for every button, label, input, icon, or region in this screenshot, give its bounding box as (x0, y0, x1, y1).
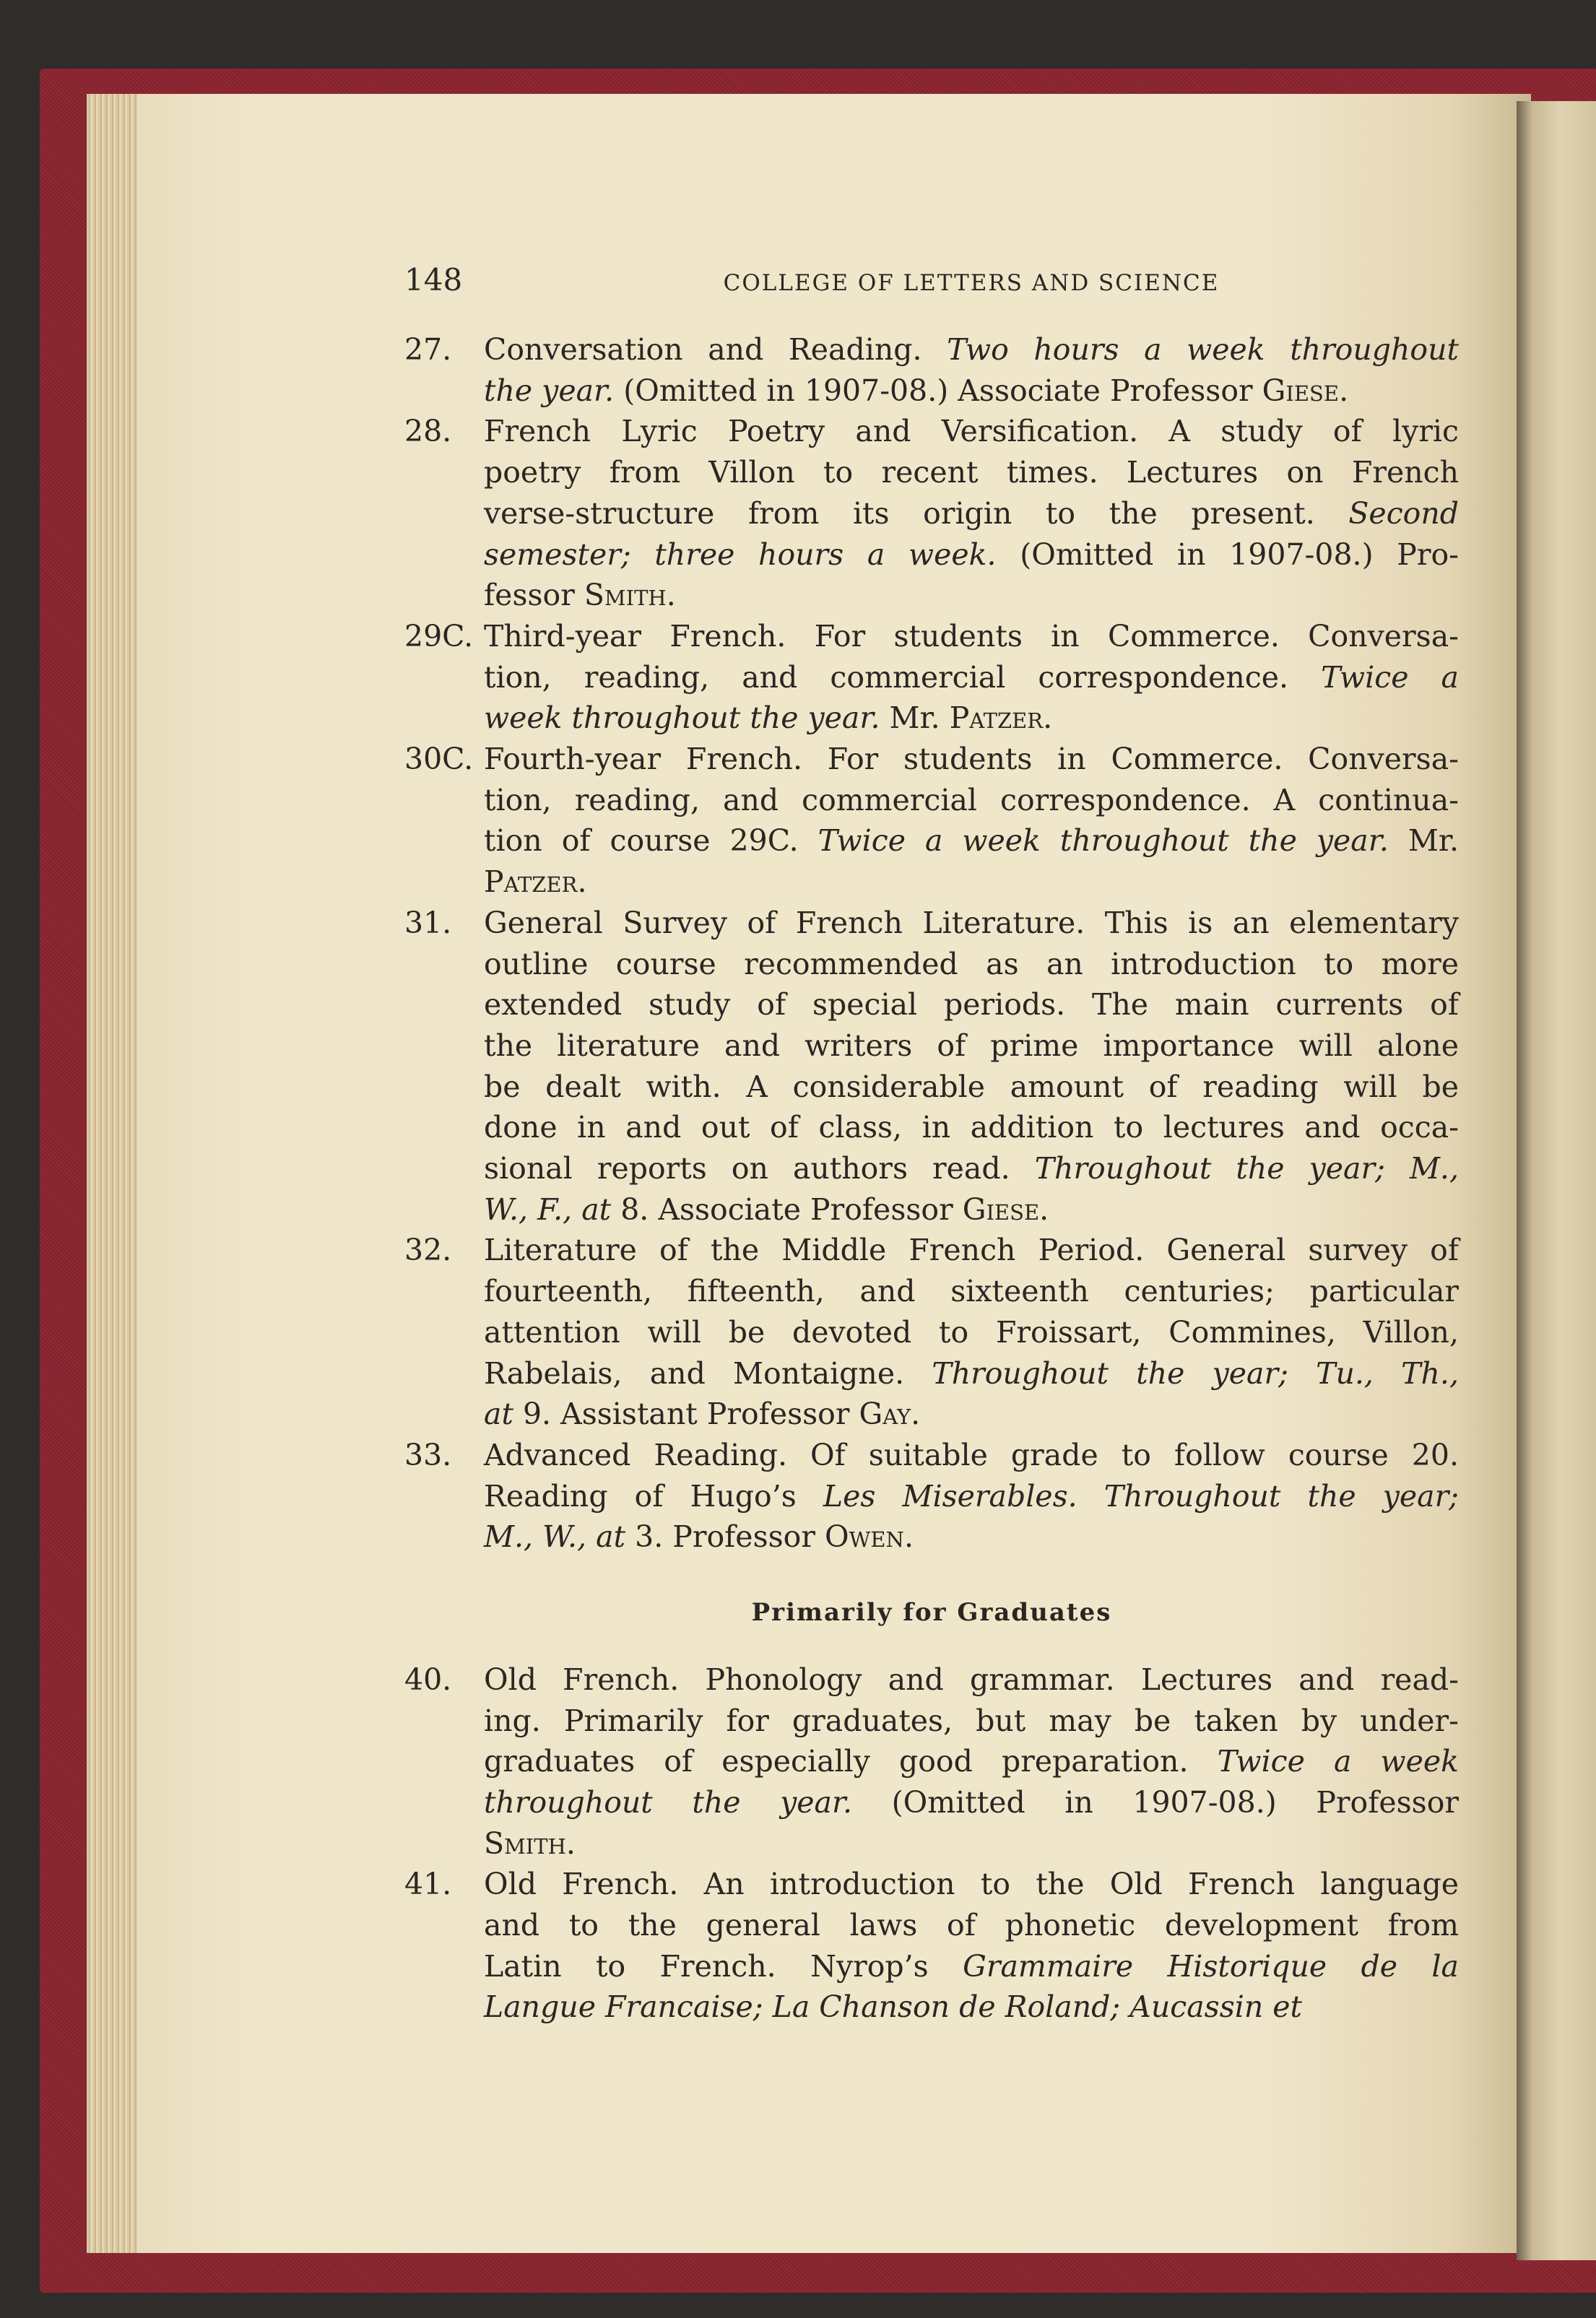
text-run: 9. Assistant Professor (513, 1397, 859, 1432)
text-line (484, 1476, 1459, 1517)
text-line (484, 1312, 1459, 1353)
text-line (484, 657, 1459, 698)
text-line (484, 1659, 1459, 1701)
text-line (484, 698, 1459, 739)
italic-text: Throughout the year; M., (1034, 1151, 1459, 1186)
course-number: 28. (404, 414, 452, 449)
text-line (484, 944, 1459, 985)
text-line (484, 1864, 1459, 1905)
text-line (484, 820, 1459, 861)
text-line (484, 1823, 1459, 1865)
italic-text: semester; three hours a week. (484, 537, 997, 572)
text-run: (Omitted in 1907-08.) Associate Professor (614, 373, 1262, 408)
italic-text: at (484, 1397, 513, 1432)
italic-text: Throughout the year; Tu., Th., (932, 1355, 1459, 1391)
text-run: Old French. Phonology and grammar. Lectures and read- (484, 1662, 1459, 1697)
italic-text: Langue Francaise; La Chanson de Roland; Aucassin et (484, 1989, 1303, 2025)
course-description (484, 739, 1459, 903)
text-run: verse-structure from its origin to the present. (484, 495, 1349, 531)
text-run: fessor (484, 578, 584, 613)
page-header (404, 260, 1459, 303)
text-run: Third-year French. For students in Commerce. Conversa- (484, 618, 1459, 654)
course-description (484, 903, 1459, 1230)
instructor-name: Smith (484, 1826, 566, 1861)
text-run: Rabelais, and Montaigne. (484, 1355, 932, 1391)
text-run: tion, reading, and commercial correspondence. A continua- (484, 782, 1459, 817)
text-run: be dealt with. A considerable amount of reading will be (484, 1069, 1459, 1104)
course-entry (404, 1435, 1459, 1558)
text-line (484, 739, 1459, 780)
course-entry (404, 616, 1459, 739)
italic-text: Les Miserables. Throughout the year; (823, 1478, 1459, 1514)
instructor-name: Gay (859, 1397, 911, 1432)
text-run: Conversation and Reading. (484, 332, 947, 367)
running-title: COLLEGE OF LETTERS AND SCIENCE (723, 270, 1220, 296)
text-run: . (666, 578, 676, 613)
text-line (484, 493, 1459, 534)
text-line (484, 1946, 1459, 1987)
text-line (484, 1107, 1459, 1148)
italic-text: Twice a week throughout the year. (817, 823, 1389, 859)
text-run: Mr. (880, 700, 950, 736)
course-description (484, 616, 1459, 739)
course-description (484, 1435, 1459, 1558)
page-number: 148 (404, 262, 463, 298)
course-description (484, 1659, 1459, 1865)
text-run: Reading of Hugo’s (484, 1478, 823, 1514)
text-run: . (1339, 373, 1349, 408)
instructor-name: Smith (584, 578, 667, 613)
course-entry (404, 739, 1459, 903)
text-line (484, 370, 1459, 412)
course-list (404, 329, 1459, 1558)
course-number: 41. (404, 1867, 452, 1902)
text-run: (Omitted in 1907-08.) Professor (852, 1784, 1460, 1820)
course-number: 29C. (404, 618, 474, 654)
text-line (484, 1987, 1459, 2028)
course-description (484, 1230, 1459, 1435)
course-entry (404, 1230, 1459, 1435)
course-number: 32. (404, 1233, 452, 1268)
italic-text: Twice a (1321, 659, 1460, 695)
text-run: 8. Associate Professor (611, 1191, 963, 1227)
course-entry (404, 329, 1459, 411)
text-run: French Lyric Poetry and Versification. A study of lyric (484, 414, 1459, 449)
text-line (484, 1394, 1459, 1435)
course-number: 31. (404, 905, 452, 940)
text-line (484, 452, 1459, 493)
text-line (484, 1435, 1459, 1476)
italic-text: the year. (484, 373, 615, 408)
italic-text: week throughout the year. (484, 700, 880, 736)
course-number: 27. (404, 332, 452, 367)
text-line (484, 329, 1459, 370)
text-run: (Omitted in 1907-08.) Pro- (996, 537, 1459, 572)
text-run: the literature and writers of prime importance will alone (484, 1028, 1459, 1063)
text-line (484, 1741, 1459, 1782)
course-entry (404, 411, 1459, 616)
text-run: . (565, 1826, 576, 1861)
text-line (484, 1230, 1459, 1271)
text-run: sional reports on authors read. (484, 1151, 1035, 1186)
text-run: attention will be devoted to Froissart, Commines, Villon, (484, 1314, 1459, 1350)
instructor-name: Patzer (949, 700, 1044, 736)
text-line (484, 1067, 1459, 1108)
text-line (484, 1516, 1459, 1558)
text-run: Mr. (1388, 823, 1459, 859)
text-line (484, 1271, 1459, 1312)
instructor-name: Giese (1262, 373, 1340, 408)
text-line (484, 903, 1459, 944)
text-run: tion, reading, and commercial correspondence. (484, 659, 1322, 695)
text-run: Latin to French. Nyrop’s (484, 1948, 963, 1984)
text-run: Old French. An introduction to the Old French language (484, 1867, 1459, 1902)
book-gutter (1517, 101, 1596, 2260)
course-description (484, 411, 1459, 616)
italic-text: Grammaire Historique de la (963, 1948, 1459, 1984)
text-run: poetry from Villon to recent times. Lectures on French (484, 455, 1459, 490)
page-content (404, 260, 1459, 2028)
instructor-name: Giese (962, 1191, 1040, 1227)
text-run: . (903, 1519, 914, 1555)
text-line (484, 861, 1459, 903)
text-run: General Survey of French Literature. This is an elementary (484, 905, 1459, 940)
text-run: and to the general laws of phonetic development from (484, 1908, 1459, 1943)
course-description (484, 329, 1459, 411)
text-run: . (1039, 1191, 1049, 1227)
text-run: . (1043, 700, 1053, 736)
text-run: Advanced Reading. Of suitable grade to follow course 20. (484, 1437, 1459, 1472)
text-line (484, 1905, 1459, 1946)
course-description (484, 1864, 1459, 2028)
text-run: Fourth-year French. For students in Commerce. Conversa- (484, 742, 1459, 777)
italic-text: M., W., at (484, 1519, 626, 1555)
graduate-course-list (404, 1659, 1459, 2028)
text-run: outline course recommended as an introduction to more (484, 946, 1459, 981)
section-subheading: Primarily for Graduates (751, 1598, 1112, 1628)
text-run: 3. Professor (625, 1519, 825, 1555)
text-line (484, 1353, 1459, 1394)
italic-text: Twice a week (1217, 1744, 1459, 1779)
instructor-name: Owen (824, 1519, 904, 1555)
text-run: graduates of especially good preparation. (484, 1744, 1218, 1779)
course-number: 33. (404, 1437, 452, 1472)
text-line (484, 411, 1459, 452)
italic-text: Second (1348, 495, 1459, 531)
text-run: ing. Primarily for graduates, but may be taken by under- (484, 1703, 1459, 1738)
text-run: tion of course 29C. (484, 823, 818, 859)
italic-text: W., F., at (484, 1191, 612, 1227)
text-run: extended study of special periods. The main currents of (484, 987, 1459, 1023)
text-line (484, 1189, 1459, 1230)
text-run: . (577, 864, 587, 900)
course-number: 40. (404, 1662, 452, 1697)
italic-text: throughout the year. (484, 1784, 853, 1820)
text-line (484, 1782, 1459, 1823)
text-run: . (911, 1397, 921, 1432)
course-entry (404, 903, 1459, 1230)
text-run: Literature of the Middle French Period. General survey of (484, 1233, 1459, 1268)
course-entry (404, 1659, 1459, 1865)
course-number: 30C. (404, 742, 474, 777)
text-line (484, 575, 1459, 616)
text-line (484, 534, 1459, 576)
instructor-name: Patzer (484, 864, 578, 900)
text-line (484, 616, 1459, 657)
text-run: done in and out of class, in addition to lectures and occa- (484, 1110, 1459, 1145)
text-line (484, 1025, 1459, 1067)
text-line (484, 1148, 1459, 1189)
text-line (484, 1701, 1459, 1742)
italic-text: Two hours a week throughout (947, 332, 1459, 367)
text-run: fourteenth, fifteenth, and sixteenth centuries; particular (484, 1274, 1459, 1309)
course-entry (404, 1864, 1459, 2028)
text-line (484, 780, 1459, 821)
text-line (484, 984, 1459, 1025)
